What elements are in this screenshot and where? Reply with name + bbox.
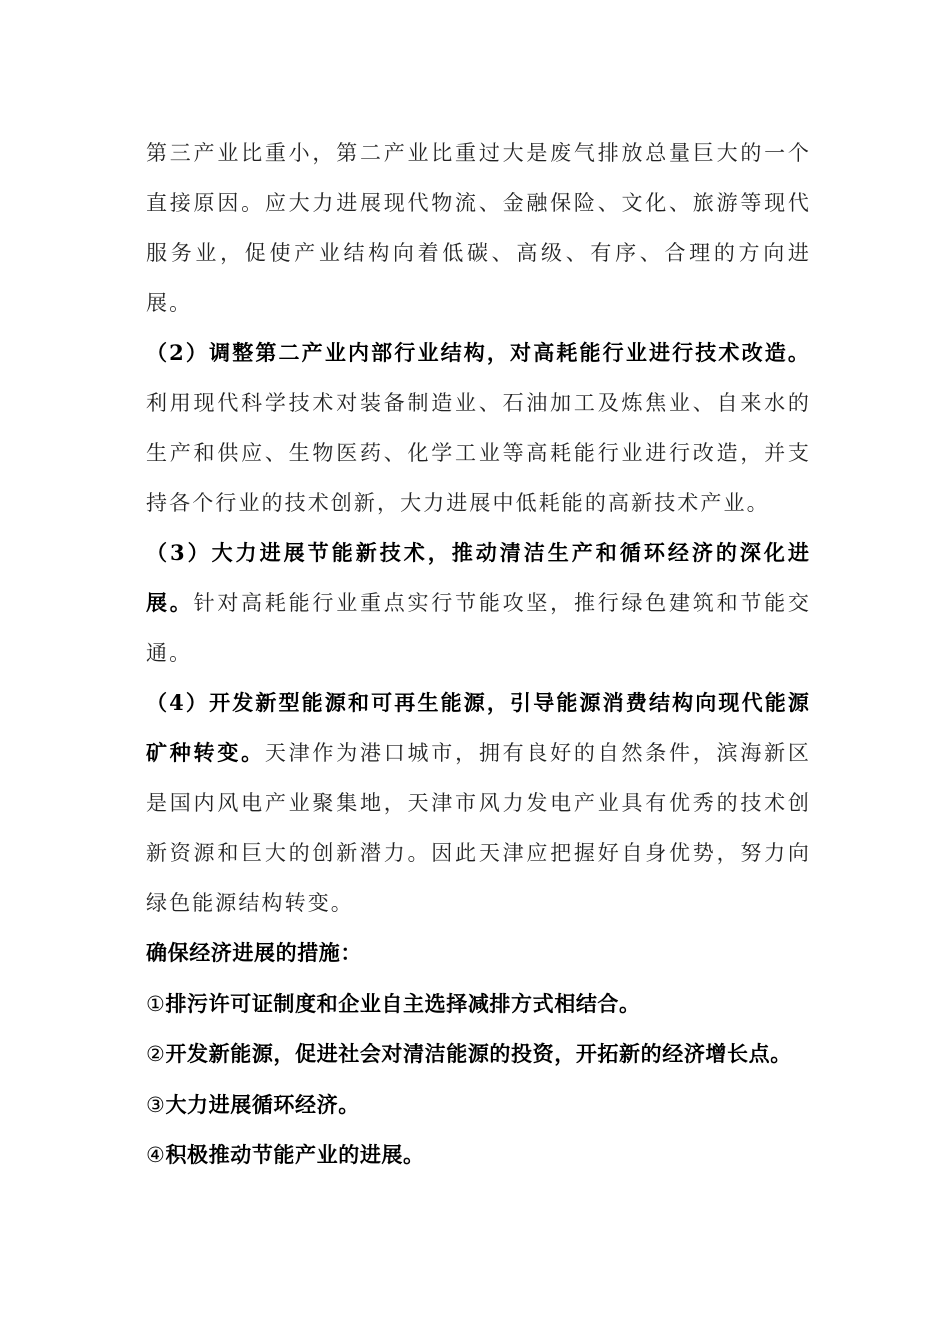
paragraph-tertiary-industry (146, 128, 811, 328)
paragraph-energy-saving-tech (146, 528, 811, 678)
measure-item (146, 979, 811, 1030)
document-body (146, 128, 811, 1181)
item-marker: ② (146, 1042, 166, 1066)
measures-heading: 确保经济进展的措施： (146, 940, 362, 965)
item-marker: ① (146, 991, 166, 1016)
measure-item (146, 1029, 811, 1080)
paragraph-text: 天津作为港口城市，拥有良好的自然条件，滨海新区是国内风电产业聚集地，天津市风力发电产业具有优秀的技术创新资源和巨大的创新潜力。因此天津应把握好自身优势，努力向绿色能源结构转变。 (146, 741, 811, 915)
item-marker: ③ (146, 1092, 166, 1117)
item-text: 排污许可证制度和企业自主选择减排方式相结合。 (165, 990, 641, 1016)
paragraph-text: 针对高耗能行业重点实行节能攻坚，推行绿色建筑和节能交通。 (146, 591, 812, 665)
paragraph-heading: （4）开发新型能源和可再生能源，引导能源消费结构向现代能源矿种转变。 (146, 690, 811, 765)
measure-item (146, 1130, 811, 1181)
paragraph-secondary-industry-structure (146, 328, 811, 528)
paragraph-heading: （3）大力进展节能新技术，推动清洁生产和循环经济的深化进展。 (146, 540, 811, 615)
item-text: 开发新能源，促进社会对清洁能源的投资，开拓新的经济增长点。 (165, 1041, 792, 1066)
paragraph-text: 利用现代科学技术对装备制造业、石油加工及炼焦业、自来水的生产和供应、生物医药、化学工业等高耗能行业进行改造，并支持各个行业的技术创新，大力进展中低耗能的高新技术产业。 (146, 391, 811, 515)
paragraph-text: 第三产业比重小，第二产业比重过大是废气排放总量巨大的一个直接原因。应大力进展现代物流、金融保险、文化、旅游等现代服务业，促使产业结构向着低碳、高级、有序、合理的方向进展。 (146, 141, 811, 315)
measure-item (146, 1080, 811, 1131)
item-text: 大力进展循环经济。 (165, 1091, 360, 1117)
item-marker: ④ (146, 1143, 166, 1167)
paragraph-renewable-energy (146, 678, 811, 928)
item-text: 积极推动节能产业的进展。 (165, 1142, 425, 1167)
paragraph-heading: （2）调整第二产业内部行业结构，对高耗能行业进行技术改造。 (146, 340, 811, 365)
